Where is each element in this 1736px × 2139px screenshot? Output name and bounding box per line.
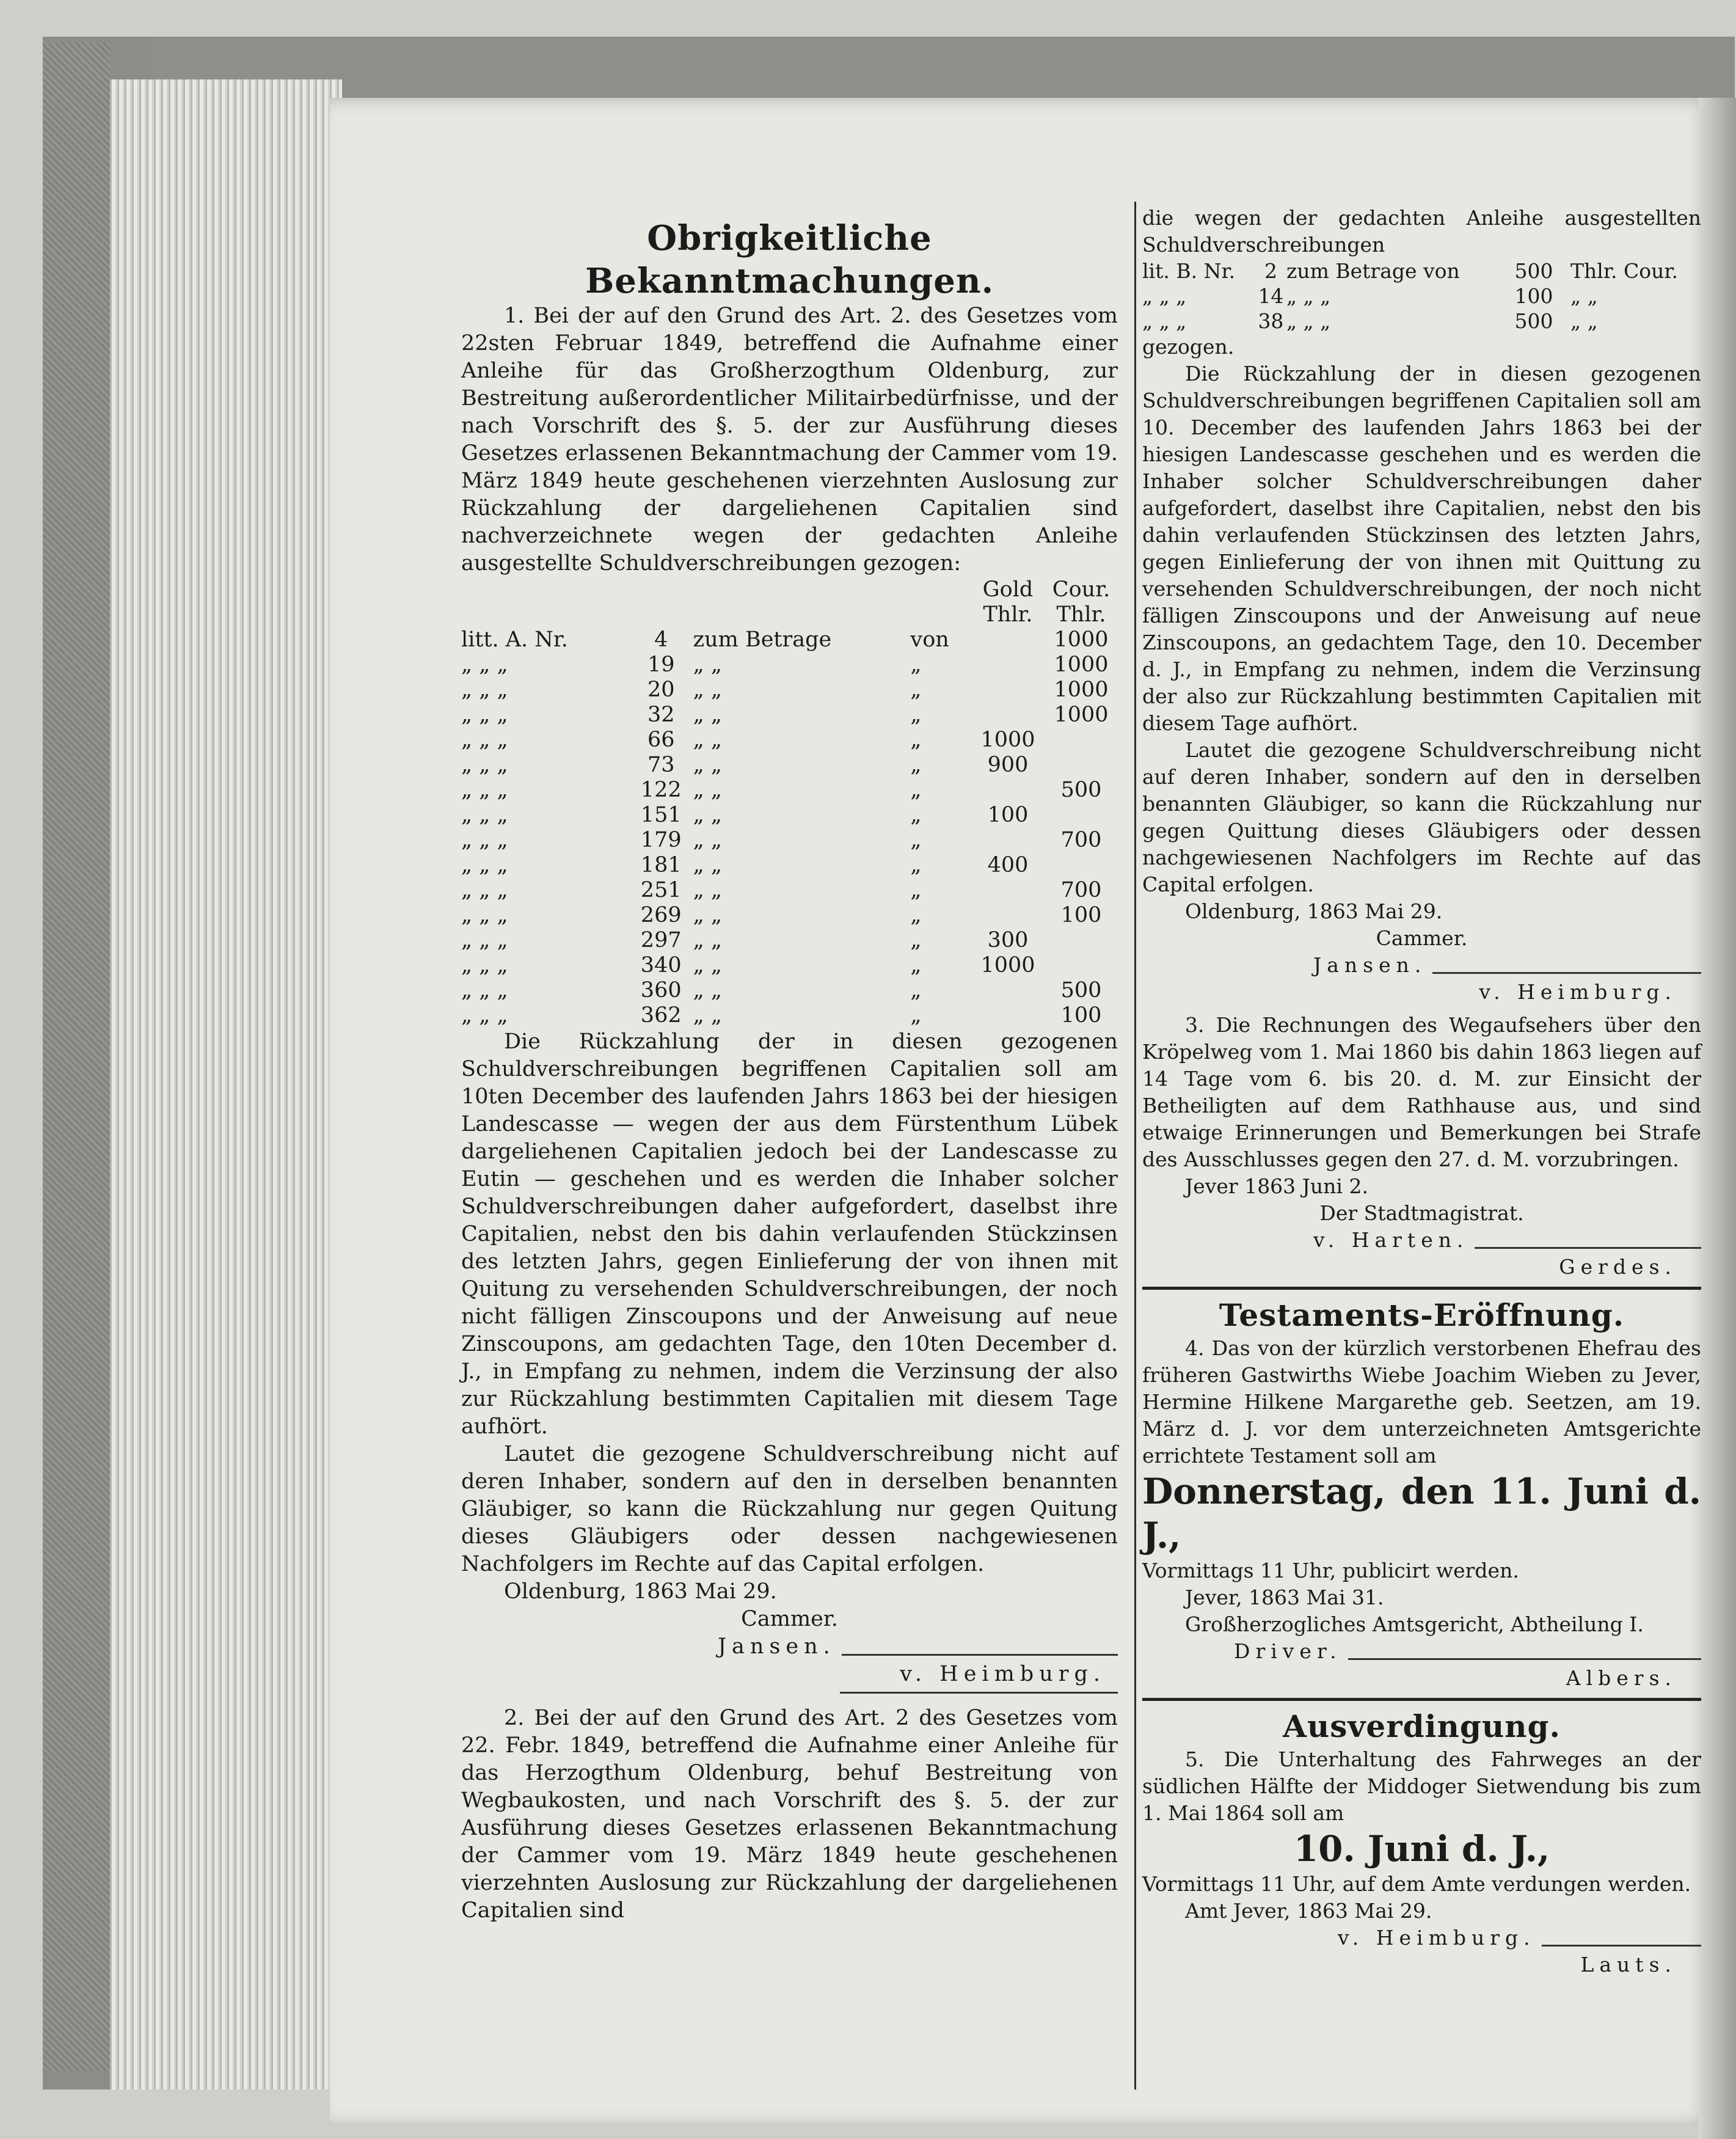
lot-gold-value xyxy=(971,653,1045,678)
notice-5-signature-1 xyxy=(1142,1925,1701,1951)
lot-suffix: „ xyxy=(910,928,922,952)
lot-amount-label: „ „ xyxy=(693,678,723,702)
book-cover-texture xyxy=(43,43,110,2071)
lot-number: 181 xyxy=(640,853,682,877)
notice-4-place-date: Jever, 1863 Mai 31. xyxy=(1185,1585,1384,1609)
lot-number: 360 xyxy=(640,978,682,1003)
lot-prefix: „ „ „ xyxy=(461,978,508,1003)
lot-cour-value: 100 xyxy=(1060,903,1102,927)
lot-amount: 500 xyxy=(1514,259,1553,283)
lot-prefix: „ „ „ xyxy=(1142,309,1187,333)
lot-cour-value xyxy=(1045,728,1118,753)
lot-suffix: „ xyxy=(910,978,922,1003)
lot-gold-value xyxy=(971,828,1045,853)
lot-number: 2 xyxy=(1264,259,1277,283)
lot-amount-label: „ „ xyxy=(693,753,723,777)
lot-number: 151 xyxy=(640,803,682,827)
lot-prefix: „ „ „ xyxy=(461,853,508,877)
col-cour-unit: Thlr. xyxy=(1056,602,1106,627)
lot-row xyxy=(461,627,1118,653)
notice-1-text: 1. Bei der auf den Grund des Art. 2. des Gesetzes vom 22sten Februar 1849, betreffend die Aufnahme einer Anleihe für das Großherzogthum Oldenburg, zur Bestreitung außerordentlicher Militairbedürfnisse, und der nach Vorschrift des §. 5. der zur Ausführung dieses Gesetzes erlassenen Bekanntmachung der Cammer vom 19. März 1849 heute geschehenen vierzehnten Auslosung zur Rückzahlung der dargeliehenen Capitalien sind nachverzeichnete wegen der gedachten Anleihe ausgestellte Schuldverschreibungen gezogen: xyxy=(461,304,1118,576)
lot-row xyxy=(461,953,1118,978)
heading-testament: Testaments-Eröffnung. xyxy=(1219,1297,1625,1333)
lot-number: 73 xyxy=(647,753,675,777)
signature-harten: v. Harten. xyxy=(1313,1228,1469,1252)
lot-prefix: „ „ „ xyxy=(461,928,508,952)
lot-cour-value: 700 xyxy=(1060,828,1102,852)
lot-gold-value: 400 xyxy=(987,853,1029,877)
lot-amount-label: „ „ xyxy=(693,953,723,978)
lot-cour-value: 1000 xyxy=(1054,627,1109,652)
lot-amount-label: „ „ xyxy=(693,853,723,877)
lot-suffix: „ xyxy=(910,778,922,802)
lot-prefix: „ „ „ xyxy=(461,778,508,802)
section-rule xyxy=(1142,1287,1701,1290)
lots-table-b xyxy=(1142,258,1701,334)
lot-suffix: „ xyxy=(910,753,922,777)
notice-1-repayment: Die Rückzahlung der in diesen gezogenen Schuldverschreibungen begriffenen Capitalien soll am 10ten December des laufenden Jahrs 1863 bei der hiesigen Landescasse — wegen der aus dem Fürstenthum Lübek dargeliehenen Capitalien jedoch bei der Landescasse zu Eutin — geschehen und es werden die Inhaber solcher Schuldverschreibungen daher aufgefordert, daselbst ihre Capitalien, nebst den bis dahin verlaufenden Stückzinsen des letzten Jahrs, gegen Einlieferung der von ihnen mit Quitung zu versehenden Schuldverschreibungen, der noch nicht fälligen Zinscoupons und der Anweisung auf neue Zinscoupons, am gedachten Tage, den 10ten December d. J., in Empfang zu nehmen, indem die Verzinsung der also zur Rückzahlung bestimmten Capitalien mit diesem Tage aufhört. xyxy=(461,1029,1118,1439)
lot-amount-label: „ „ xyxy=(693,653,723,677)
lot-row xyxy=(1142,283,1701,309)
lot-prefix: „ „ „ xyxy=(461,653,508,677)
notice-2-drawn: gezogen. xyxy=(1142,335,1235,359)
lot-prefix: „ „ „ xyxy=(461,753,508,777)
lot-amount-label: „ „ „ xyxy=(1286,309,1331,333)
lot-number: 122 xyxy=(640,778,682,802)
notice-5-place-date: Amt Jever, 1863 Mai 29. xyxy=(1185,1899,1432,1923)
notice-3-signature-1 xyxy=(1142,1227,1701,1254)
lot-amount-label: „ „ „ xyxy=(1286,284,1331,308)
column-divider xyxy=(1134,202,1136,2090)
lot-suffix: „ xyxy=(910,878,922,902)
signature-rule xyxy=(1432,972,1701,974)
lot-prefix: „ „ „ xyxy=(461,803,508,827)
lot-amount-label: „ „ xyxy=(693,878,723,902)
lot-amount-label: „ „ xyxy=(693,778,723,802)
lot-number: 297 xyxy=(640,928,682,952)
lots-table-a xyxy=(461,577,1118,1028)
notice-5-text: 5. Die Unterhaltung des Fahrweges an der südlichen Hälfte der Middoger Sietwendung bis zum 1. Mai 1864 soll am xyxy=(1142,1747,1701,1825)
lot-cour-value: 100 xyxy=(1060,1003,1102,1028)
lot-cour-value: 500 xyxy=(1060,778,1102,802)
page-edges xyxy=(110,79,342,2090)
lot-prefix: „ „ „ xyxy=(461,828,508,852)
lot-unit: „ „ xyxy=(1570,309,1598,333)
lot-cour-value xyxy=(1045,803,1118,828)
notice-4-authority: Großherzogliches Amtsgericht, Abtheilung I. xyxy=(1185,1612,1644,1636)
lot-amount-label: „ „ xyxy=(693,828,723,852)
lot-gold-value xyxy=(971,903,1045,928)
lot-amount: 500 xyxy=(1514,309,1553,333)
left-column xyxy=(461,217,1118,1925)
signature-rule xyxy=(1475,1247,1701,1249)
notice-1-signature-1 xyxy=(461,1633,1118,1661)
lot-prefix: lit. B. Nr. xyxy=(1142,259,1236,283)
lot-row xyxy=(1142,309,1701,334)
notice-2-repayment: Die Rückzahlung der in diesen gezogenen Schuldverschreibungen begriffenen Capitalien soll am 10. December des laufenden Jahrs 1863 bei der hiesigen Landescasse geschehen und es werden die Inhaber solcher Schuldverschreibungen daher aufgefordert, daselbst ihre Capitalien, nebst den bis dahin verlaufenden Stückzinsen des letzten Jahrs, gegen Einlieferung der von ihnen mit Quittung zu versehenden Schuldverschreibungen, der noch nicht fälligen Zinscoupons und der Anweisung auf neue Zinscoupons, an gedachtem Tage, den 10. December d. J., in Empfang zu nehmen, indem die Verzinsung der also zur Rückzahlung bestimmten Capitalien mit diesem Tage aufhört. xyxy=(1142,362,1701,735)
signature-rule xyxy=(1348,1658,1701,1660)
signature-driver: Driver. xyxy=(1234,1639,1342,1663)
lot-suffix: „ xyxy=(910,828,922,852)
lot-row xyxy=(461,978,1118,1003)
notice-4-time: Vormittags 11 Uhr, publicirt werden. xyxy=(1142,1559,1519,1582)
notice-5-signature-2: Lauts. xyxy=(1580,1953,1677,1976)
lot-number: 269 xyxy=(640,903,682,927)
lot-suffix: „ xyxy=(910,853,922,877)
section-rule xyxy=(1142,1698,1701,1701)
lot-gold-value: 1000 xyxy=(980,953,1035,978)
lot-cour-value xyxy=(1045,953,1118,978)
notice-1-end-rule xyxy=(840,1692,1118,1694)
notice-3-authority: Der Stadtmagistrat. xyxy=(1319,1201,1524,1225)
notice-4-signature-1 xyxy=(1142,1638,1701,1665)
lot-gold-value: 300 xyxy=(987,928,1029,952)
lot-row xyxy=(461,928,1118,953)
lot-number: 38 xyxy=(1258,309,1284,333)
col-cour-header: Cour. xyxy=(1052,577,1111,602)
lot-row xyxy=(461,653,1118,678)
notice-1-authority: Cammer. xyxy=(741,1607,838,1631)
lot-cour-value: 500 xyxy=(1060,978,1102,1003)
lot-row xyxy=(461,1003,1118,1028)
lot-gold-value xyxy=(971,627,1045,653)
lot-prefix: „ „ „ xyxy=(461,1003,508,1028)
lot-number: 14 xyxy=(1258,284,1284,308)
notice-2-continuation: die wegen der gedachten Anleihe ausgestellten Schuldverschreibungen xyxy=(1142,206,1701,257)
notice-1-signature-2: v. Heimburg. xyxy=(900,1662,1106,1686)
lot-row xyxy=(461,678,1118,703)
page-gutter-shadow xyxy=(1698,98,1736,2139)
signature-jansen: Jansen. xyxy=(718,1634,836,1659)
notice-2-creditor: Lautet die gezogene Schuldverschreibung nicht auf deren Inhaber, sondern auf den in derselben benannten Gläubiger, so kann die Rückzahlung nur gegen Quittung dieses Gläubigers oder dessen nachgewiesenen Nachfolgers im Rechte auf das Capital erfolgen. xyxy=(1142,738,1701,896)
notice-2-signature-2: v. Heimburg. xyxy=(1479,980,1677,1004)
col-gold-unit: Thlr. xyxy=(983,602,1033,627)
lot-prefix: „ „ „ xyxy=(461,878,508,902)
lot-row xyxy=(461,878,1118,903)
lot-gold-value xyxy=(971,778,1045,803)
lot-gold-value xyxy=(971,1003,1045,1028)
lot-prefix: „ „ „ xyxy=(461,953,508,978)
lot-gold-value xyxy=(971,703,1045,728)
lot-gold-value: 900 xyxy=(987,753,1029,777)
lot-suffix: „ xyxy=(910,678,922,702)
lot-suffix: „ xyxy=(910,653,922,677)
signature-heimburg: v. Heimburg. xyxy=(1338,1926,1536,1950)
lot-unit: „ „ xyxy=(1570,284,1598,308)
lot-unit: Thlr. Cour. xyxy=(1570,259,1679,283)
lot-amount-label: zum Betrage xyxy=(693,627,832,652)
lot-amount-label: „ „ xyxy=(693,903,723,927)
lot-amount-label: „ „ xyxy=(693,703,723,727)
section-heading: Obrigkeitliche Bekanntmachungen. xyxy=(585,218,994,301)
lot-amount-label: „ „ xyxy=(693,928,723,952)
lots-header-units xyxy=(461,602,1118,627)
lot-amount-label: „ „ xyxy=(693,978,723,1003)
signature-jansen: Jansen. xyxy=(1313,953,1427,977)
lot-amount-label: „ „ xyxy=(693,728,723,752)
notice-4-text: 4. Das von der kürzlich verstorbenen Ehefrau des früheren Gastwirths Wiebe Joachim Wieben zu Jever, Hermine Hilkene Margarethe geb. Seetzen, am 19. März d. J. vor dem unterzeichneten Amtsgerichte errichtete Testament soll am xyxy=(1142,1336,1701,1468)
lot-number: 251 xyxy=(640,878,682,902)
signature-rule xyxy=(842,1654,1118,1656)
lot-row xyxy=(461,803,1118,828)
notice-4-date: Donnerstag, den 11. Juni d. J., xyxy=(1142,1471,1701,1556)
lot-row xyxy=(461,828,1118,853)
lot-gold-value: 1000 xyxy=(980,728,1035,752)
notice-2-signature-1 xyxy=(1142,952,1701,979)
lot-prefix: litt. A. Nr. xyxy=(461,627,568,652)
lot-number: 19 xyxy=(647,653,675,677)
lot-cour-value: 1000 xyxy=(1054,653,1109,677)
lot-suffix: „ xyxy=(910,903,922,927)
notice-5-date: 10. Juni d. J., xyxy=(1293,1828,1550,1870)
lot-gold-value xyxy=(971,678,1045,703)
lot-amount-label: zum Betrage von xyxy=(1286,259,1460,283)
notice-1-creditor: Lautet die gezogene Schuldverschreibung nicht auf deren Inhaber, sondern auf den in derselben benannten Gläubiger, so kann die Rückzahlung nur gegen Quitung dieses Gläubigers oder dessen nachgewiesenen Nachfolgers im Rechte auf das Capital erfolgen. xyxy=(461,1442,1118,1576)
lot-prefix: „ „ „ xyxy=(461,703,508,727)
lot-number: 4 xyxy=(654,627,668,652)
notice-3-signature-2: Gerdes. xyxy=(1559,1255,1677,1279)
notice-3-text: 3. Die Rechnungen des Wegaufsehers über den Kröpelweg vom 1. Mai 1860 bis dahin 1863 liegen auf 14 Tage vom 6. bis 20. d. M. zur Einsicht der Betheiligten auf dem Rathhause aus, und sind etwaige Erinnerungen und Bemerkungen bei Strafe des Ausschlusses gegen den 27. d. M. vorzubringen. xyxy=(1142,1013,1701,1171)
notice-5-time: Vormittags 11 Uhr, auf dem Amte verdungen werden. xyxy=(1142,1872,1691,1896)
lot-row xyxy=(461,728,1118,753)
lot-cour-value: 700 xyxy=(1060,878,1102,902)
lot-cour-value xyxy=(1045,928,1118,953)
lot-prefix: „ „ „ xyxy=(461,903,508,927)
lot-amount-label: „ „ xyxy=(693,1003,723,1028)
lot-prefix: „ „ „ xyxy=(461,678,508,702)
notice-3-place-date: Jever 1863 Juni 2. xyxy=(1185,1174,1368,1198)
lot-suffix: „ xyxy=(910,803,922,827)
notice-1-place-date: Oldenburg, 1863 Mai 29. xyxy=(504,1579,777,1604)
lots-header xyxy=(461,577,1118,602)
lot-cour-value: 1000 xyxy=(1054,703,1109,727)
lot-gold-value xyxy=(971,878,1045,903)
right-column xyxy=(1142,205,1701,1978)
lot-row xyxy=(461,703,1118,728)
lot-number: 20 xyxy=(647,678,675,702)
lot-suffix: „ xyxy=(910,728,922,752)
signature-rule xyxy=(1542,1945,1701,1947)
lot-amount-label: „ „ xyxy=(693,803,723,827)
lot-prefix: „ „ „ xyxy=(1142,284,1187,308)
lot-cour-value: 1000 xyxy=(1054,678,1109,702)
lot-gold-value: 100 xyxy=(987,803,1029,827)
notice-2-place-date: Oldenburg, 1863 Mai 29. xyxy=(1185,899,1443,923)
heading-ausverdingung: Ausverdingung. xyxy=(1283,1708,1561,1744)
lot-row xyxy=(461,853,1118,878)
lot-number: 362 xyxy=(640,1003,682,1028)
col-gold-header: Gold xyxy=(982,577,1034,602)
lot-row xyxy=(461,903,1118,928)
lot-row xyxy=(1142,258,1701,283)
notice-4-signature-2: Albers. xyxy=(1566,1666,1677,1690)
lot-number: 32 xyxy=(647,703,675,727)
notice-2-text: 2. Bei der auf den Grund des Art. 2 des Gesetzes vom 22. Febr. 1849, betreffend die Aufnahme einer Anleihe für das Herzogthum Oldenburg, behuf Bestreitung von Wegbaukosten, und nach Vorschrift des §. 5. der zur Ausführung dieses Gesetzes erlassenen Bekanntmachung der Cammer vom 19. März 1849 heute geschehenen vierzehnten Auslosung zur Rückzahlung der dargeliehenen Capitalien sind xyxy=(461,1706,1118,1923)
lot-prefix: „ „ „ xyxy=(461,728,508,752)
lot-suffix: „ xyxy=(910,1003,922,1028)
lot-cour-value xyxy=(1045,753,1118,778)
lot-number: 179 xyxy=(640,828,682,852)
lot-row xyxy=(461,778,1118,803)
lot-row xyxy=(461,753,1118,778)
lot-suffix: „ xyxy=(910,703,922,727)
notice-2-authority: Cammer. xyxy=(1376,926,1468,950)
lot-gold-value xyxy=(971,978,1045,1003)
lot-suffix: von xyxy=(910,627,949,652)
lot-cour-value xyxy=(1045,853,1118,878)
lot-suffix: „ xyxy=(910,953,922,978)
lot-amount: 100 xyxy=(1514,284,1553,308)
lot-number: 66 xyxy=(647,728,675,752)
lot-number: 340 xyxy=(640,953,682,978)
